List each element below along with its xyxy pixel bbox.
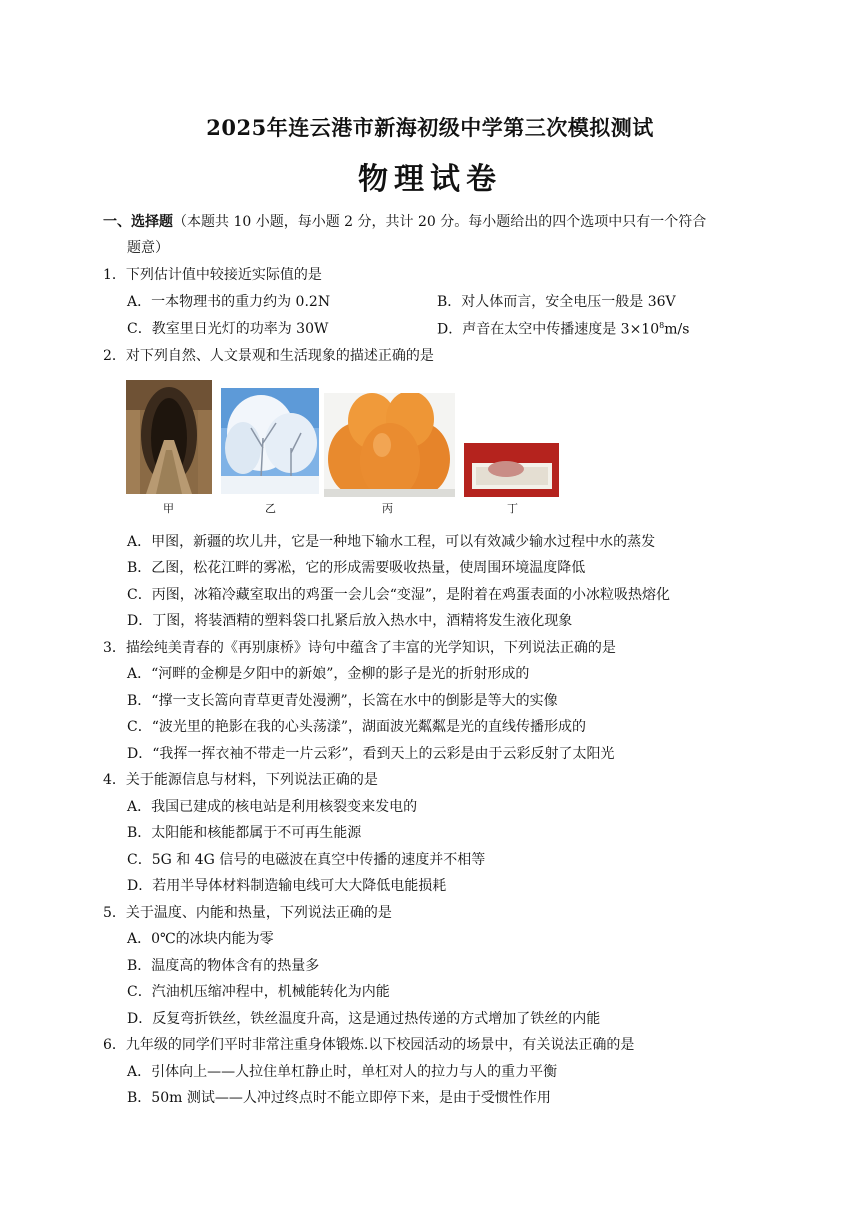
exponent: 8	[659, 321, 665, 330]
option-d	[437, 322, 689, 337]
option-b: B．50m 测试——人冲过终点时不能立即停下来，是由于受惯性作用	[127, 1090, 551, 1106]
option-b: B．太阳能和核能都属于不可再生能源	[127, 825, 362, 841]
figure-caption: 甲	[163, 502, 174, 515]
option-d: D．丁图，将装酒精的塑料袋口扎紧后放入热水中，酒精将发生液化现象	[127, 613, 573, 629]
section-note-cont: 题意）	[127, 240, 169, 256]
section-title: 一、选择题	[103, 214, 173, 230]
option-b: B．“撑一支长篙向青草更青处漫溯”，长篙在水中的倒影是等大的实像	[127, 693, 558, 709]
option-b: B．乙图，松花江畔的雾凇，它的形成需要吸收热量，使周围环境温度降低	[127, 560, 586, 576]
option-a: A．我国已建成的核电站是利用核裂变来发电的	[127, 799, 418, 815]
option-c: C．丙图，冰箱冷藏室取出的鸡蛋一会儿会“变湿”，是附着在鸡蛋表面的小冰粒吸热熔化	[127, 587, 671, 603]
option-b: B．对人体而言，安全电压一般是 36V	[437, 294, 676, 310]
question-stem: 6．九年级的同学们平时非常注重身体锻炼.以下校园活动的场景中，有关说法正确的是	[103, 1037, 635, 1053]
question-stem: 2．对下列自然、人文景观和生活现象的描述正确的是	[103, 348, 434, 364]
section-note: （本题共 10 小题，每小题 2 分，共计 20 分。每小题给出的四个选项中只有一个符合	[173, 214, 707, 230]
exam-title: 2025年连云港市新海初级中学第三次模拟测试	[206, 115, 654, 140]
question-stem: 1．下列估计值中较接近实际值的是	[103, 267, 322, 283]
alcohol-bag-photo	[464, 443, 559, 497]
figure-caption: 丙	[382, 502, 393, 515]
option-c: C．5G 和 4G 信号的电磁波在真空中传播的速度并不相等	[127, 852, 486, 868]
eggs-photo	[324, 393, 455, 497]
option-d: D．反复弯折铁丝，铁丝温度升高，这是通过热传递的方式增加了铁丝的内能	[127, 1011, 601, 1027]
option-a: A．甲图，新疆的坎儿井，它是一种地下输水工程，可以有效减少输水过程中水的蒸发	[127, 534, 656, 550]
option-d: D．“我挥一挥衣袖不带走一片云彩”，看到天上的云彩是由于云彩反射了太阳光	[127, 746, 615, 762]
option-c: C．“波光里的艳影在我的心头荡漾”，湖面波光粼粼是光的直线传播形成的	[127, 719, 587, 735]
option-b: B．温度高的物体含有的热量多	[127, 958, 320, 974]
option-a: A．一本物理书的重力约为 0.2N	[127, 294, 331, 310]
option-c: C．汽油机压缩冲程中，机械能转化为内能	[127, 984, 390, 1000]
section-heading	[103, 215, 706, 229]
option-d: D．若用半导体材料制造输电线可大大降低电能损耗	[127, 878, 447, 894]
option-a: A．“河畔的金柳是夕阳中的新娘”，金柳的影子是光的折射形成的	[127, 666, 530, 682]
figure-caption: 丁	[507, 502, 518, 515]
option-a: A．引体向上——人拉住单杠静止时，单杠对人的拉力与人的重力平衡	[127, 1064, 558, 1080]
karez-photo	[126, 380, 212, 494]
question-stem: 4．关于能源信息与材料，下列说法正确的是	[103, 772, 378, 788]
figure-caption: 乙	[265, 502, 276, 515]
exam-subtitle: 物理试卷	[358, 162, 502, 197]
question-stem: 5．关于温度、内能和热量，下列说法正确的是	[103, 905, 392, 921]
option-d-unit: m/s	[664, 321, 690, 338]
option-c: C．教室里日光灯的功率为 30W	[127, 321, 329, 337]
question-stem: 3．描绘纯美青春的《再别康桥》诗句中蕴含了丰富的光学知识，下列说法正确的是	[103, 640, 616, 656]
option-a: A．0℃的冰块内能为零	[127, 931, 274, 947]
rime-tree-photo	[221, 388, 319, 494]
option-d-text: D．声音在太空中传播速度是 3×10	[437, 321, 660, 338]
